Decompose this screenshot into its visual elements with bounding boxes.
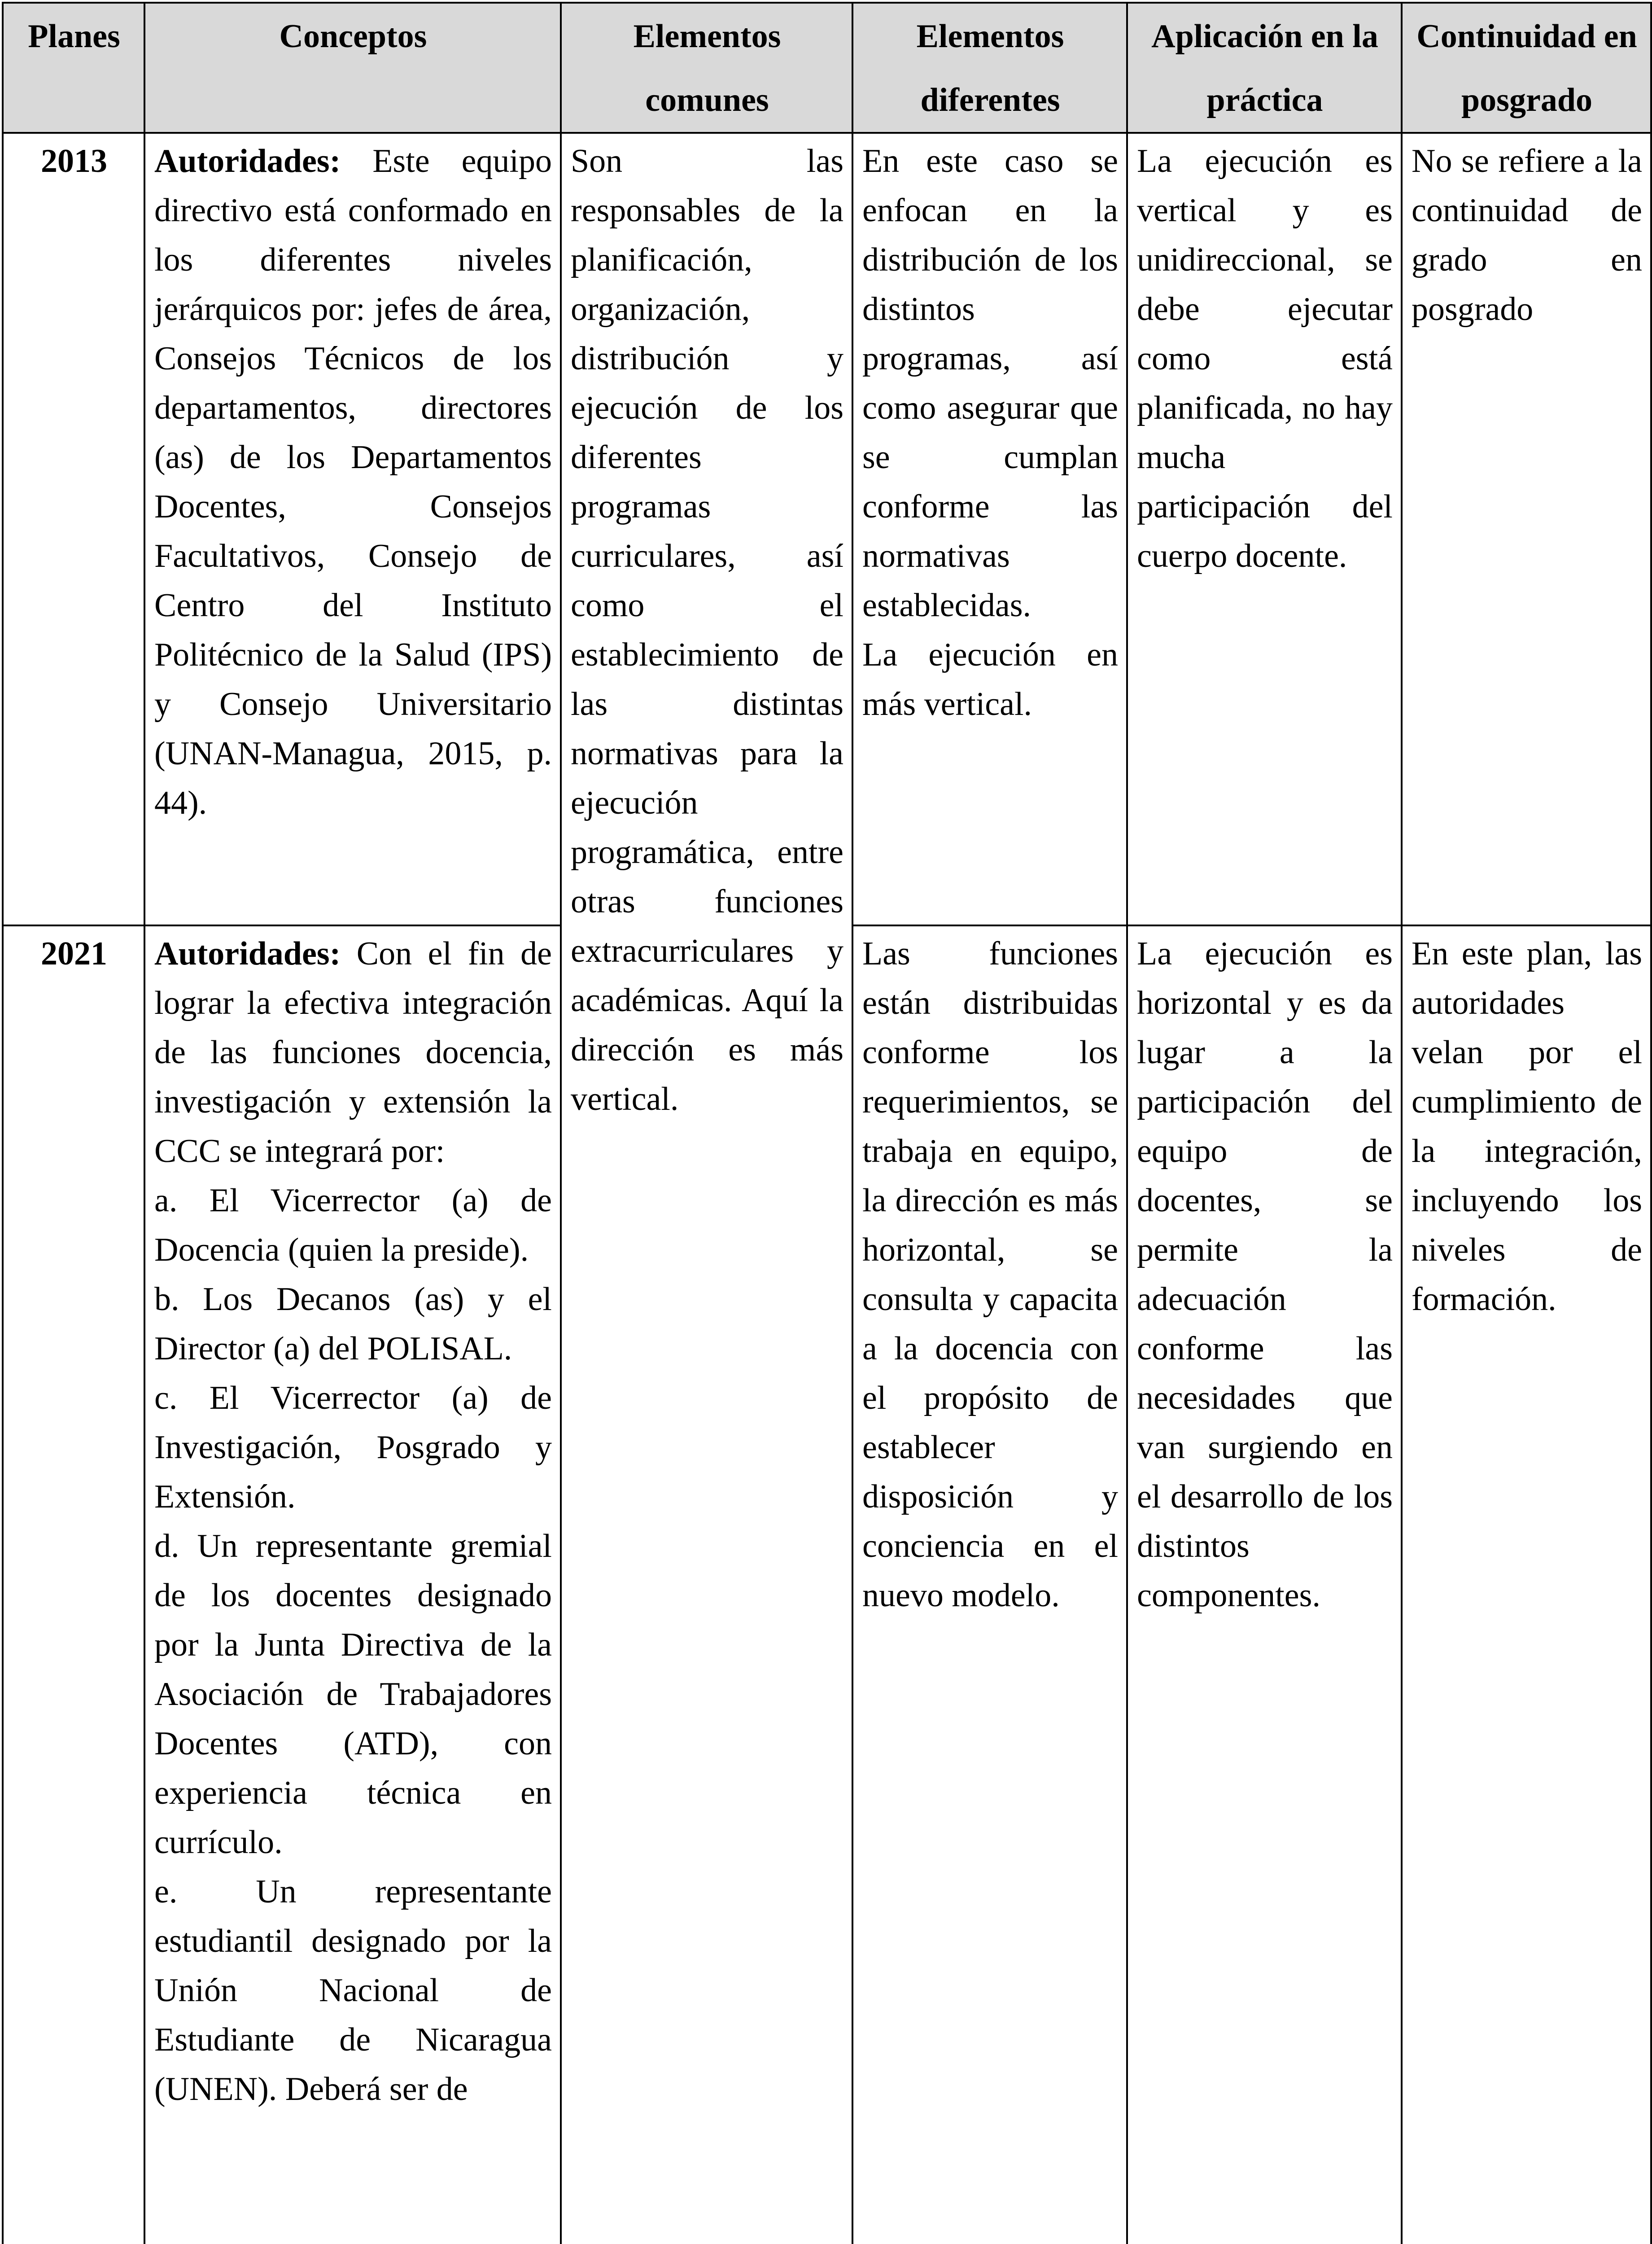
practice-cell-2013: La ejecución es vertical y es unidireccional, se debe ejecutar como está planificada, no hay mucha participación del cuerpo docente. [1127,133,1402,925]
different-elements-cell-2013 [852,133,1127,925]
header-elementos-diferentes: Elementos diferentes [852,3,1127,133]
concept-lead-2021: Autoridades: [154,935,341,972]
header-elementos-comunes: Elementos comunes [561,3,852,133]
header-row [3,3,1651,133]
header-planes: Planes [3,3,144,133]
practice-cell-2021: La ejecución es horizontal y es da lugar a la participación del equipo de docentes, se permite la adecuación conforme las necesidades que van surgiendo en el desarrollo de los distintos componentes. [1127,925,1402,2244]
concept-text-2021: Con el fin de lograr la efectiva integración de las funciones docencia, investigación y extensión la CCC se integrará por: [154,935,552,1170]
concept-item-b: b. Los Decanos (as) y el Director (a) del POLISAL. [154,1281,552,1367]
concept-cell-2013 [144,133,561,925]
concept-item-c: c. El Vicerrector (a) de Investigación, Posgrado y Extensión. [154,1380,552,1515]
plan-year-2013: 2013 [3,133,144,925]
table-row-2013 [3,133,1651,925]
different-text-2013-a: En este caso se enfocan en la distribución de los distintos programas, así como asegurar que se cumplan conforme las normativas establecidas. [862,143,1118,624]
concept-item-a: a. El Vicerrector (a) de Docencia (quien la preside). [154,1182,552,1268]
concept-intro-2021 [154,929,552,1176]
concept-text-2013: Este equipo directivo está conformado en los diferentes niveles jerárquicos por: jefes de área, Consejos Técnicos de los departamentos, directores (as) de los Departamentos Docentes, Consejos Facultativos, Consejo de Centro del Instituto Politécnico de la Salud (IPS) y Consejo Universitario (UNAN-Managua, 2015, p. 44). [154,143,552,821]
continuity-cell-2013: No se refiere a la continuidad de grado en posgrado [1402,133,1651,925]
comparison-table [2,2,1652,2244]
header-aplicacion-practica: Aplicación en la práctica [1127,3,1402,133]
concept-item-e: e. Un representante estudiantil designado por la Unión Nacional de Estudiante de Nicaragua (UNEN). Deberá ser de [154,1873,552,2108]
common-elements-cell: Son las responsables de la planificación, organización, distribución y ejecución de los diferentes programas curriculares, así como el establecimiento de las distintas normativas para la ejecución programática, entre otras funciones extracurriculares y académicas. Aquí la dirección es más vertical. [561,133,852,2244]
concept-cell-2021 [144,925,561,2244]
different-text-2013-b: La ejecución en más vertical. [862,636,1118,723]
continuity-cell-2021: En este plan, las autoridades velan por el cumplimiento de la integración, incluyendo los niveles de formación. [1402,925,1651,2244]
concept-lead-2013: Autoridades: [154,143,341,180]
concept-item-d: d. Un representante gremial de los docentes designado por la Junta Directiva de la Asociación de Trabajadores Docentes (ATD), con experiencia técnica en currículo. [154,1528,552,1861]
header-conceptos: Conceptos [144,3,561,133]
header-continuidad-posgrado: Continuidad en posgrado [1402,3,1651,133]
plan-year-2021: 2021 [3,925,144,2244]
different-elements-cell-2021: Las funciones están distribuidas conforme los requerimientos, se trabaja en equipo, la dirección es más horizontal, se consulta y capacita a la docencia con el propósito de establecer disposición y conciencia en el nuevo modelo. [852,925,1127,2244]
